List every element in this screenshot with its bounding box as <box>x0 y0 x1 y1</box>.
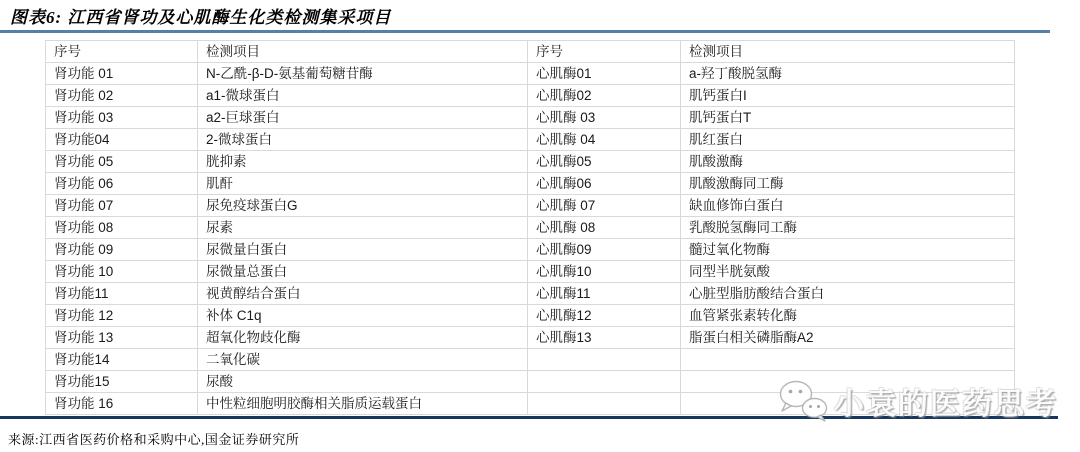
cell-item-right: 肌钙蛋白I <box>681 85 1015 107</box>
cell-item-left: 二氧化碳 <box>198 349 528 371</box>
cell-item-left: 胱抑素 <box>198 151 528 173</box>
cell-seq-right: 心肌酶02 <box>528 85 681 107</box>
table-row <box>46 195 1015 217</box>
cell-seq-left: 肾功能 02 <box>46 85 198 107</box>
watermark-text: 小袁的医药思考 <box>834 388 1058 421</box>
col-header-item-right: 检测项目 <box>681 41 1015 63</box>
cell-seq-left: 肾功能 03 <box>46 107 198 129</box>
cell-seq-left: 肾功能 06 <box>46 173 198 195</box>
cell-seq-right: 心肌酶13 <box>528 327 681 349</box>
table-row <box>46 327 1015 349</box>
cell-item-left: 2-微球蛋白 <box>198 129 528 151</box>
cell-item-left: a2-巨球蛋白 <box>198 107 528 129</box>
cell-seq-right: 心肌酶 08 <box>528 217 681 239</box>
cell-seq-right: 心肌酶01 <box>528 63 681 85</box>
cell-seq-left: 肾功能 05 <box>46 151 198 173</box>
table-header <box>46 41 1015 63</box>
cell-item-right: 肌酸激酶 <box>681 151 1015 173</box>
col-header-seq-right: 序号 <box>528 41 681 63</box>
table-row <box>46 151 1015 173</box>
cell-seq-right: 心肌酶 07 <box>528 195 681 217</box>
cell-seq-left: 肾功能14 <box>46 349 198 371</box>
cell-seq-left: 肾功能 16 <box>46 393 198 415</box>
figure-title: 图表6: 江西省肾功及心肌酶生化类检测集采项目 <box>10 8 392 27</box>
cell-seq-right: 心肌酶05 <box>528 151 681 173</box>
cell-seq-left: 肾功能 10 <box>46 261 198 283</box>
cell-seq-right <box>528 393 681 415</box>
cell-item-left: 中性粒细胞明胶酶相关脂质运载蛋白 <box>198 393 528 415</box>
cell-seq-left: 肾功能 01 <box>46 63 198 85</box>
cell-item-left: 尿微量白蛋白 <box>198 239 528 261</box>
cell-seq-left: 肾功能04 <box>46 129 198 151</box>
cell-item-right: 肌酸激酶同工酶 <box>681 173 1015 195</box>
cell-seq-right: 心肌酶12 <box>528 305 681 327</box>
cell-seq-left: 肾功能11 <box>46 283 198 305</box>
cell-item-left: 超氧化物歧化酶 <box>198 327 528 349</box>
cell-item-right: 髓过氧化物酶 <box>681 239 1015 261</box>
cell-item-right: 肌红蛋白 <box>681 129 1015 151</box>
cell-seq-right: 心肌酶10 <box>528 261 681 283</box>
cell-item-left: N-乙酰-β-D-氨基葡萄糖苷酶 <box>198 63 528 85</box>
cell-item-left: 肌酐 <box>198 173 528 195</box>
table-row <box>46 63 1015 85</box>
title-rule <box>0 30 1050 33</box>
cell-item-left: 尿免疫球蛋白G <box>198 195 528 217</box>
cell-seq-right: 心肌酶11 <box>528 283 681 305</box>
cell-item-right: a-羟丁酸脱氢酶 <box>681 63 1015 85</box>
cell-seq-left: 肾功能 09 <box>46 239 198 261</box>
header-row <box>46 41 1015 63</box>
wechat-icon <box>777 380 829 422</box>
table-row <box>46 305 1015 327</box>
cell-item-left: 尿素 <box>198 217 528 239</box>
table-row <box>46 85 1015 107</box>
table-row <box>46 239 1015 261</box>
cell-seq-left: 肾功能 12 <box>46 305 198 327</box>
source-note: 来源:江西省医药价格和采购中心,国金证券研究所 <box>8 432 300 447</box>
cell-seq-left: 肾功能 08 <box>46 217 198 239</box>
cell-seq-right: 心肌酶06 <box>528 173 681 195</box>
cell-seq-left: 肾功能 07 <box>46 195 198 217</box>
table-row <box>46 107 1015 129</box>
cell-seq-left: 肾功能 13 <box>46 327 198 349</box>
col-header-seq-left: 序号 <box>46 41 198 63</box>
watermark <box>777 379 1058 423</box>
cell-seq-right <box>528 371 681 393</box>
table-row <box>46 349 1015 371</box>
cell-item-right: 脂蛋白相关磷脂酶A2 <box>681 327 1015 349</box>
table-row <box>46 129 1015 151</box>
table-body <box>46 63 1015 415</box>
cell-item-left: a1-微球蛋白 <box>198 85 528 107</box>
cell-item-right: 肌钙蛋白T <box>681 107 1015 129</box>
cell-seq-right: 心肌酶 03 <box>528 107 681 129</box>
cell-item-right: 血管紧张素转化酶 <box>681 305 1015 327</box>
cell-seq-right: 心肌酶09 <box>528 239 681 261</box>
cell-item-right: 缺血修饰白蛋白 <box>681 195 1015 217</box>
cell-seq-right: 心肌酶 04 <box>528 129 681 151</box>
procurement-table <box>45 40 1015 415</box>
cell-item-left: 视黄醇结合蛋白 <box>198 283 528 305</box>
table-row <box>46 283 1015 305</box>
cell-item-right: 同型半胱氨酸 <box>681 261 1015 283</box>
cell-item-right: 乳酸脱氢酶同工酶 <box>681 217 1015 239</box>
table-row <box>46 261 1015 283</box>
table-row <box>46 173 1015 195</box>
cell-seq-left: 肾功能15 <box>46 371 198 393</box>
table-row <box>46 217 1015 239</box>
cell-item-left: 补体 C1q <box>198 305 528 327</box>
cell-item-right <box>681 349 1015 371</box>
cell-item-left: 尿酸 <box>198 371 528 393</box>
col-header-item-left: 检测项目 <box>198 41 528 63</box>
cell-seq-right <box>528 349 681 371</box>
cell-item-right: 心脏型脂肪酸结合蛋白 <box>681 283 1015 305</box>
cell-item-left: 尿微量总蛋白 <box>198 261 528 283</box>
